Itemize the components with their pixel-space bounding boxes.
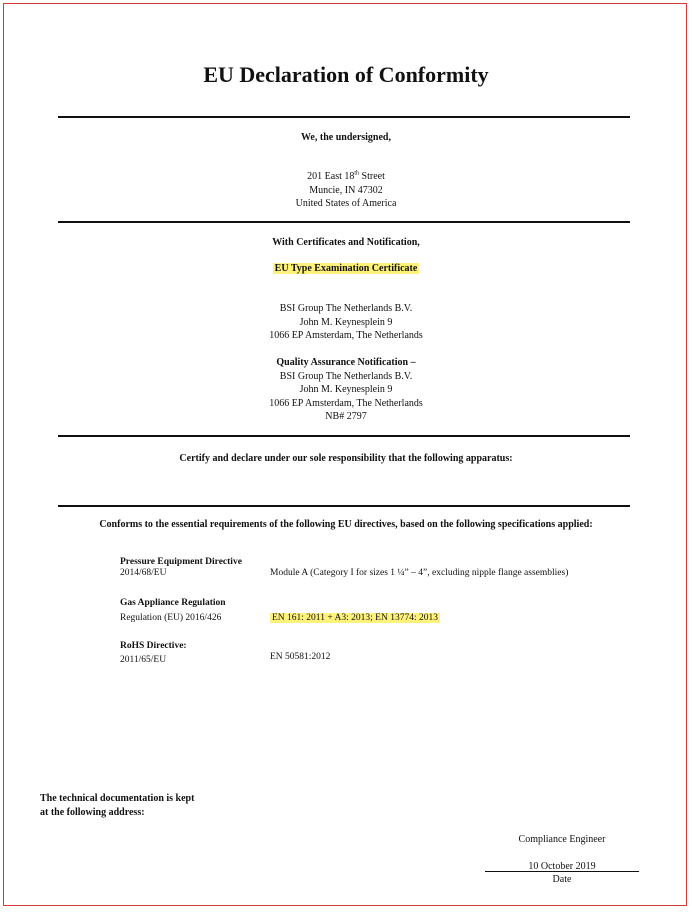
conforms-statement: Conforms to the essential requirements of the following EU directives, based on the following specifications applied:	[99, 519, 593, 530]
signatory-role: Compliance Engineer	[518, 834, 606, 845]
directive-name: Pressure Equipment Directive	[120, 557, 242, 567]
divider	[58, 505, 630, 507]
qa-body-name: BSI Group The Netherlands B.V.	[279, 371, 413, 382]
type-exam-certificate	[0, 262, 692, 276]
divider	[58, 221, 630, 223]
qa-body-nb: NB# 2797	[325, 411, 367, 422]
address-street-post: Street	[359, 171, 385, 182]
directive-ref: 2011/65/EU	[120, 655, 167, 665]
qa-body-city: 1066 EP Amsterdam, The Netherlands	[269, 398, 423, 409]
qa-heading: Quality Assurance Notification –	[276, 357, 416, 368]
tech-doc-line2: at the following address:	[40, 807, 145, 818]
notified-body-city: 1066 EP Amsterdam, The Netherlands	[269, 330, 423, 341]
certificates-heading: With Certificates and Notification,	[272, 237, 420, 248]
address-country: United States of America	[295, 198, 397, 209]
directive-spec: Module A (Category I for sizes 1 ¼” – 4”, excluding nipple flange assemblies)	[270, 568, 569, 578]
directive-ref: 2014/68/EU	[120, 568, 167, 578]
directive-ref: Regulation (EU) 2016/426	[120, 613, 222, 623]
tech-doc-line1: The technical documentation is kept	[40, 793, 195, 804]
directive-spec: EN 50581:2012	[270, 652, 331, 662]
directive-name: Gas Appliance Regulation	[120, 598, 226, 608]
directive-name: RoHS Directive:	[120, 641, 187, 651]
divider	[58, 116, 630, 118]
type-exam-highlight: EU Type Examination Certificate	[274, 263, 418, 274]
signature-line	[485, 871, 639, 872]
document-title: EU Declaration of Conformity	[203, 62, 489, 87]
notified-body-name: BSI Group The Netherlands B.V.	[279, 303, 413, 314]
address-street-sup: th	[354, 170, 360, 177]
address-street	[0, 170, 692, 184]
signature-date: 10 October 2019	[528, 861, 596, 872]
directive-spec-highlight: EN 161: 2011 + A3: 2013; EN 13774: 2013	[272, 613, 438, 623]
tech-doc-note	[40, 792, 194, 820]
date-label: Date	[552, 874, 572, 885]
qa-body-street: John M. Keynesplein 9	[299, 384, 393, 395]
directive-spec	[270, 612, 440, 625]
address-city: Muncie, IN 47302	[309, 185, 383, 196]
undersigned-heading: We, the undersigned,	[300, 132, 391, 143]
certify-statement: Certify and declare under our sole responsibility that the following apparatus:	[179, 453, 513, 464]
divider	[58, 435, 630, 437]
notified-body-street: John M. Keynesplein 9	[299, 317, 393, 328]
address-street-pre: 201 East 18	[307, 171, 355, 182]
